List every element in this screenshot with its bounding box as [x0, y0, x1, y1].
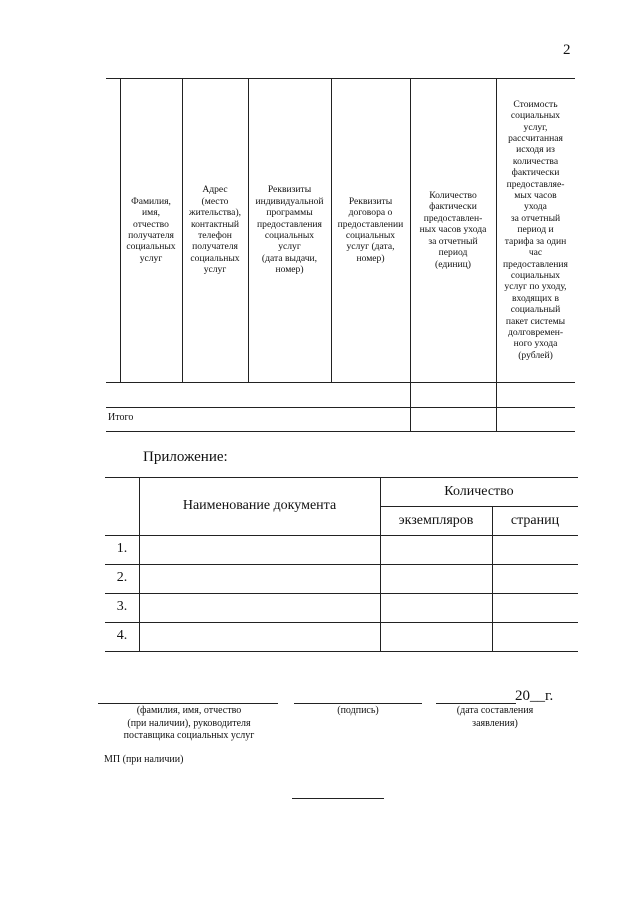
bottom-separator-line — [292, 798, 384, 799]
report-table — [106, 78, 575, 431]
row-number: 3. — [116, 599, 128, 614]
row-number: 4. — [116, 628, 128, 643]
appendix-table — [105, 477, 578, 652]
appendix-header-bottom — [105, 535, 578, 536]
row-number: 1. — [116, 541, 128, 556]
name-signature-line — [98, 703, 278, 704]
header-recipient-name: Фамилия, имя, отчество получателя социальных услуг — [126, 195, 176, 264]
appendix-row-border — [105, 622, 578, 623]
date-caption: (дата составления заявления) — [456, 705, 534, 729]
stamp-placeholder: МП (при наличии) — [104, 754, 184, 765]
year-text: 20__г. — [515, 688, 554, 704]
signature-line — [294, 703, 422, 704]
header-care-hours: Количество фактически предоставлен- ных часов ухода за отчетный период (единиц) — [419, 190, 487, 270]
appendix-row-border — [105, 564, 578, 565]
row-number: 2. — [116, 570, 128, 585]
table-bottom-border — [106, 431, 575, 432]
header-individual-program: Реквизиты индивидуальной программы предоставления социальных услуг (дата выдачи, номер) — [255, 184, 324, 276]
name-caption: (фамилия, имя, отчество (при наличии), руководителя поставщика социальных услуг — [123, 705, 255, 741]
header-contract-details: Реквизиты договора о предоставлении социальных услуг (дата, номер) — [337, 195, 404, 264]
appendix-title: Приложение: — [143, 449, 228, 465]
appendix-bottom-border — [105, 651, 578, 652]
header-copies: экземпляров — [398, 512, 474, 528]
signature-caption: (подпись) — [337, 705, 379, 716]
date-line — [436, 703, 516, 704]
page-number: 2 — [563, 42, 571, 58]
table-row-border — [106, 407, 575, 408]
header-document-name: Наименование документа — [182, 498, 337, 513]
header-pages: страниц — [510, 512, 560, 528]
header-quantity: Количество — [444, 483, 514, 499]
appendix-row-border — [105, 593, 578, 594]
total-label: Итого — [108, 412, 134, 423]
table-header-bottom-border — [106, 382, 575, 383]
header-service-cost: Стоимость социальных услуг, рассчитанная исходя из количества фактически предоставляе- мых часов ухода за отчетный период и тарифа за один час предоставления социальных услуг по уходу, входящих в социальный пакет системы долговремен- ного ухода (рублей) — [503, 98, 568, 361]
header-recipient-address: Адрес (место жительства), контактный телефон получателя социальных услуг — [188, 184, 242, 276]
